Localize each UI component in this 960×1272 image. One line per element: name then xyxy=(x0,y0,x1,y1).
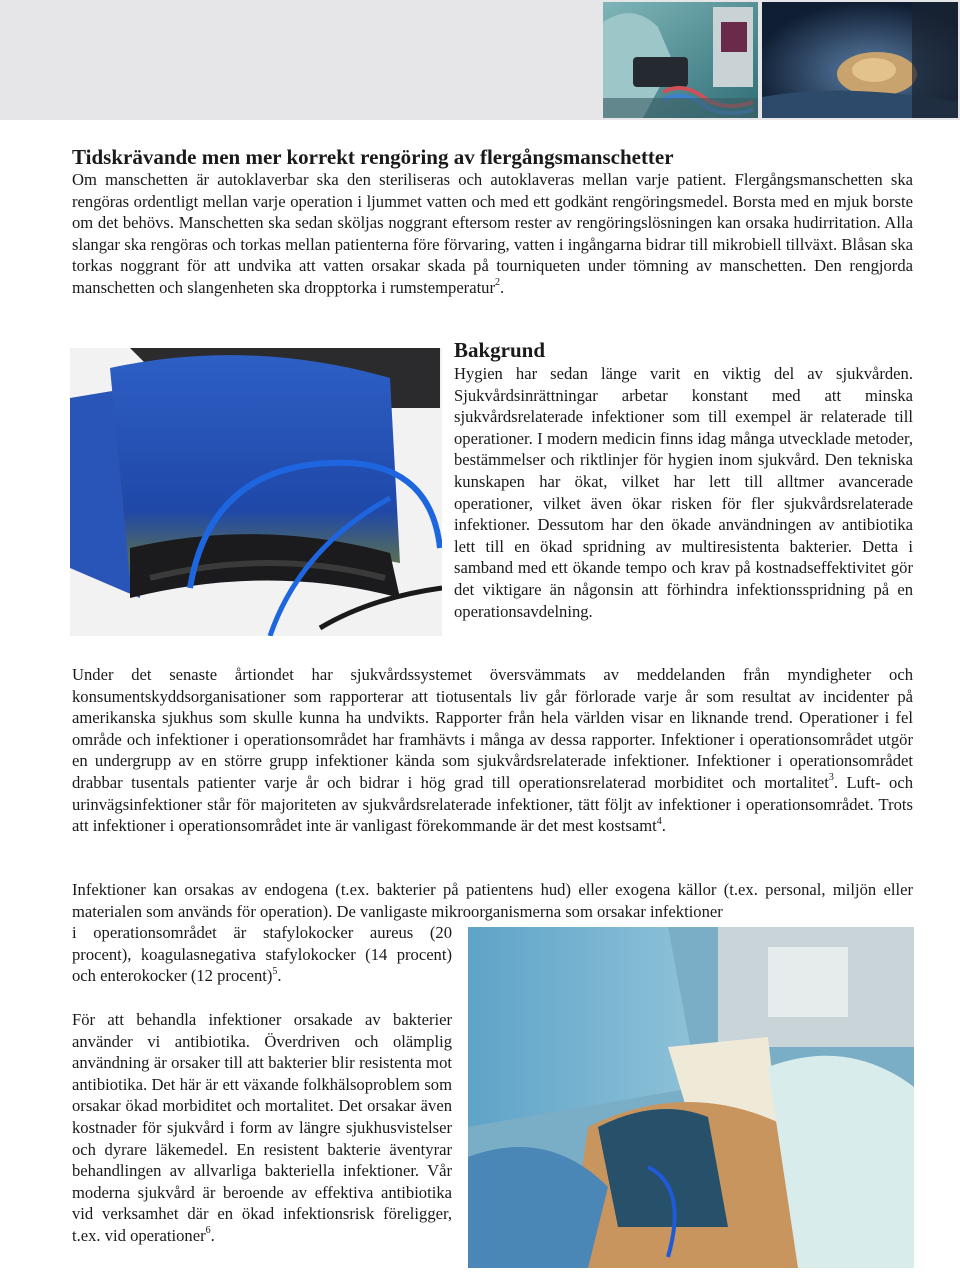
cleaning-paragraph xyxy=(72,169,913,299)
photo-cuff-in-operating-room xyxy=(468,927,914,1268)
section-heading-cleaning: Tidskrävande men mer korrekt rengöring av flergångsmanschetter xyxy=(72,145,674,169)
antibiotics-text-end: . xyxy=(210,1225,215,1245)
infection-stats-text-end: . xyxy=(661,816,666,836)
infection-stats-text-a: Under det senaste årtiondet har sjukvårdssystemet översvämmats av meddelanden från myndigheter och konsumentskyddsorganisationer som rapporterar att tiotusentals liv går förlorade varje år som resultat av incidenter på amerikanska sjukhus som skulle kunna ha undvikts. Rapporter från hela världen visar en liknande trend. Operationer i fel område och infektioner i operationsområdet har framhävts i många av dessa rapporter. Infektioner i operationsområdet utgör en undergrupp av en större grupp infektioner kända som sjukvårdsrelaterade infektioner. Infektioner i operationsområdet drabbar tusentals patienter varje år och bidrar i hög grad till operationsrelaterad morbiditet och mortalitet xyxy=(72,665,913,792)
photo-patient-surgery xyxy=(762,2,958,118)
photo-surgeon-cuff xyxy=(603,2,758,118)
background-paragraph: Hygien har sedan länge varit en viktig del av sjukvården. Sjukvårdsinrättningar arbetar konstant med att minska sjukvårdsrelaterade infektioner som till exempel är relaterade till operationer. I modern medicin finns idag många utvecklade metoder, bestämmelser och riktlinjer för hygien inom sjukvård. Den tekniska kunskapen har ökat, vilket har lett till alltmer avancerade operationer, vilket även ökar risken för fler sjukvårdsrelaterade infektioner. Dessutom har den ökade användningen av antibiotika lett till en ökad spridning av multiresistenta bakterier. Detta i samband med ett ökande tempo och krav på kostnadseffektivitet gör det viktigare än någonsin att förhindra infektionsspridning på en operationsavdelning. xyxy=(454,364,913,621)
cleaning-text: Om manschetten är autoklaverbar ska den steriliseras och autoklaveras mellan varje patient. Flergångsmanschetten ska rengöras ordentligt mellan varje operation i ljummet vatten och med ett godkänt rengöringsmedel. Borsta med en mjuk borste om det behövs. Manschetten ska sedan sköljas noggrant eftersom rester av rengöringslösningen kan orsaka hudirritation. Alla slangar ska rengöras och torkas mellan patienterna före förvaring, vatten i ingångarna bidrar till mikrobiell tillväxt. Blåsan ska torkas noggrant för att undvika att vatten orsakar skada på tourniqueten under tömning av manschetten. Den rengjorda manschetten och slangenheten ska dropptorka i rumstemperatur xyxy=(72,170,913,297)
sources-paragraph-continued xyxy=(72,922,452,987)
antibiotics-text: För att behandla infektioner orsakade av bakterier använder vi antibiotika. Överdriven och olämplig användning är orsaker till att bakterier blir resistenta mot antibiotika. Det här är ett växande folkhälsoproblem som orsakar ökad morbiditet och mortalitet. Det orsakar även kostnader för sjukvård i form av längre sjukhusvistelser och dyrare läkemedel. En resistent bakterie äventyrar behandlingen av allvarliga bakteriella infektioner. Vår moderna sjukvård är beroende av effektiva antibiotika vid verksamhet där en ökad infektionsrisk föreligger, t.ex. vid operationer xyxy=(72,1010,452,1245)
reference-4: 4 xyxy=(656,815,662,827)
antibiotics-paragraph xyxy=(72,1009,452,1247)
reference-3: 3 xyxy=(828,772,834,784)
infection-stats-text-b: . Luft- och urinvägsinfektioner står för majoriteten av sjukvårdsrelaterade infektioner, tätt följt av infektioner i operationsområdet. Trots att infektioner i operationsområdet inte är vanligast förekommande är det mest kostsamt xyxy=(72,772,913,836)
reference-2: 2 xyxy=(495,277,501,289)
cleaning-text-end: . xyxy=(500,277,505,297)
reference-5: 5 xyxy=(272,965,278,977)
sources-text: i operationsområdet är stafylokocker aureus (20 procent), koagulasnegativa stafylokocker (14 procent) och enterokocker (12 procent) xyxy=(72,923,452,986)
reference-6: 6 xyxy=(205,1225,211,1237)
infection-stats-paragraph xyxy=(72,664,913,837)
sources-text-end: . xyxy=(277,966,282,986)
sources-paragraph-line: Infektioner kan orsakas av endogena (t.ex. bakterier på patientens hud) eller exogena källor (t.ex. personal, miljön eller materialen som används för operation). De vanligaste mikroorganismerna som orsakar infektioner xyxy=(72,880,913,921)
section-heading-background: Bakgrund xyxy=(454,338,546,362)
photo-used-cuff xyxy=(70,348,442,636)
